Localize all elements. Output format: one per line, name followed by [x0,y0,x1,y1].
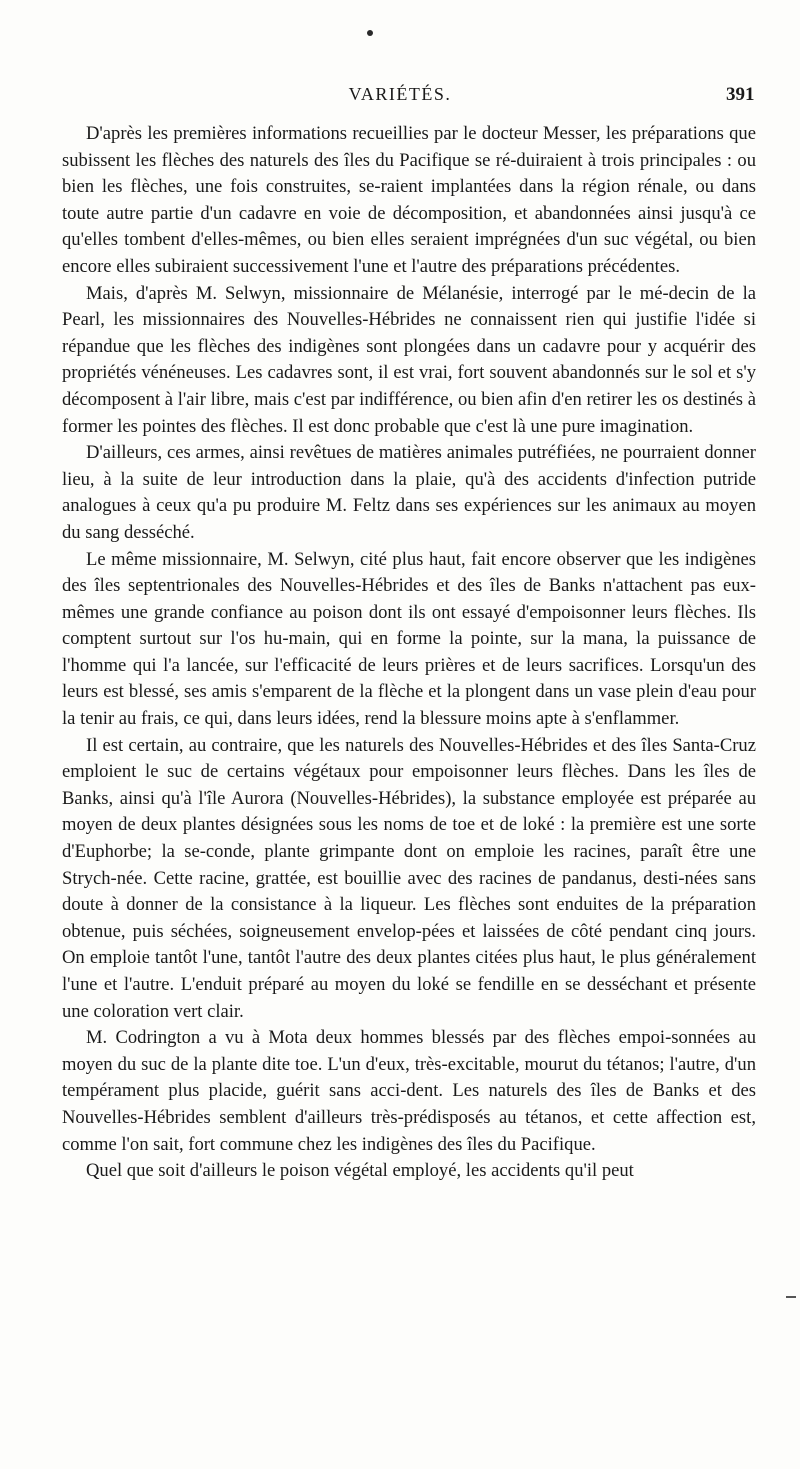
running-title: VARIÉTÉS. [348,84,452,104]
ink-dot [367,30,373,36]
running-head [0,84,800,108]
paragraph-4: Le même missionnaire, M. Selwyn, cité plus haut, fait encore observer que les indigènes des îles septentrionales des Nouvelles-Hébrides et des îles de Banks n'attachent pas eux-mêmes une grande confiance au poison dont ils ont essayé d'empoisonner leurs flèches. Ils comptent surtout sur l'os hu-main, qui en forme la pointe, sur la mana, la puissance de l'homme qui l'a lancée, sur l'efficacité de leurs prières et de leurs sacrifices. Lorsqu'un des leurs est blessé, ses amis s'emparent de la flèche et la plongent dans un vase plein d'eau pour la tenir au frais, ce qui, dans leurs idées, rend la blessure moins apte à s'enflammer. [62,548,756,730]
paragraph-3: D'ailleurs, ces armes, ainsi revêtues de matières animales putréfiées, ne pourraient donner lieu, à la suite de leur introduction dans la plaie, qu'à des accidents d'infection putride analogues à ceux qu'a pu produire M. Feltz dans ses expériences sur les animaux au moyen du sang desséché. [62,442,756,543]
paragraph-7: Quel que soit d'ailleurs le poison végétal employé, les accidents qu'il peut [86,1160,634,1182]
body-text [62,121,756,1185]
paragraph-6: M. Codrington a vu à Mota deux hommes blessés par des flèches empoi-sonnées au moyen du suc de la plante dite toe. L'un d'eux, très-excitable, mourut du tétanos; l'autre, d'un tempérament plus placide, guérit sans acci-dent. Les naturels des îles de Banks et des Nouvelles-Hébrides semblent d'ailleurs très-prédisposés au tétanos, et cette affection est, comme l'on sait, fort commune chez les indigènes des îles du Pacifique. [62,1027,756,1155]
paragraph-2: Mais, d'après M. Selwyn, missionnaire de Mélanésie, interrogé par le mé-decin de la Pearl, les missionnaires des Nouvelles-Hébrides ne connaissent rien qui justifie l'idée si répandue que les flèches des indigènes sont plongées dans un cadavre pour y acquérir des propriétés vénéneuses. Les cadavres sont, il est vrai, fort souvent abandonnés sur le sol et s'y décomposent à l'air libre, mais c'est par indifférence, ou bien afin d'en retirer les os destinés à former les pointes des flèches. Il est donc probable que c'est là une pure imagination. [62,282,756,437]
paragraph-1: D'après les premières informations recueillies par le docteur Messer, les préparations que subissent les flèches des naturels des îles du Pacifique se ré-duiraient à trois principales : ou bien les flèches, une fois construites, se-raient implantées dans la région rénale, ou dans toute autre partie d'un cadavre en voie de décomposition, et abandonnées ainsi jusqu'à ce qu'elles tombent d'elles-mêmes, ou bien elles seraient imprégnées d'un suc végétal, ou bien encore elles subiraient successivement l'une et l'autre des préparations précédentes. [62,123,756,277]
paragraph-5: Il est certain, au contraire, que les naturels des Nouvelles-Hébrides et des îles Santa-Cruz emploient le suc de certains végétaux pour empoisonner leurs flèches. Dans les îles de Banks, ainsi qu'à l'île Aurora (Nouvelles-Hébrides), la substance employée est préparée au moyen de deux plantes désignées sous les noms de toe et de loké : la première est une sorte d'Euphorbe; la se-conde, plante grimpante dont on emploie les racines, paraît être une Strych-née. Cette racine, grattée, est bouillie avec des racines de pandanus, desti-nées sans doute à donner de la consistance à la liqueur. Les flèches sont enduites de la préparation obtenue, puis séchées, soigneusement envelop-pées et laissées de côté pendant cinq jours. On emploie tantôt l'une, tantôt l'autre des deux plantes citées plus haut, le plus généralement l'une et l'autre. L'enduit préparé au moyen du loké se fendille en se desséchant et présente une coloration vert clair. [62,734,756,1022]
margin-mark [786,1296,796,1298]
page-number: 391 [726,84,755,105]
